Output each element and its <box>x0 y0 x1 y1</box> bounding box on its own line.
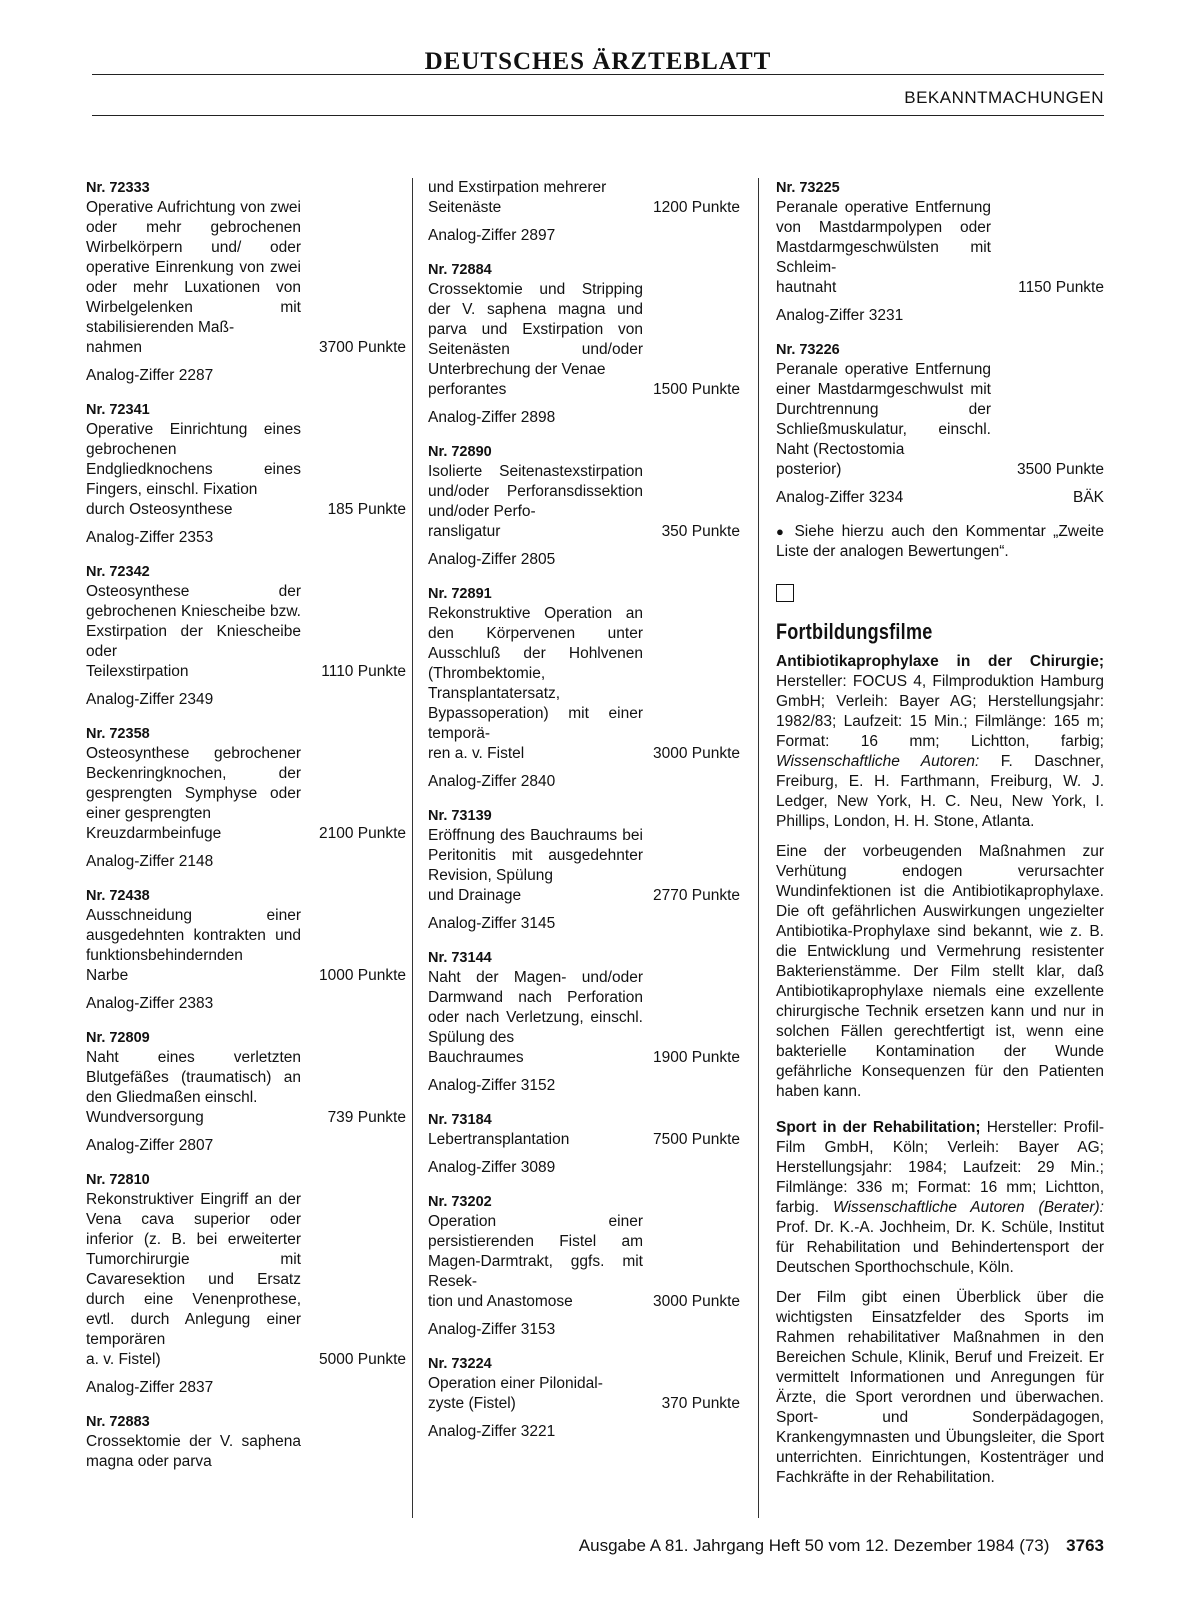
entry-points: 3000 Punkte <box>652 745 740 762</box>
entry-description-end: Bauchraumes <box>428 1049 524 1066</box>
film-title: Antibiotikaprophylaxe in der Chirurgie; <box>776 653 1104 670</box>
entry-description: Rekonstruktive Operation an den Körpervenen unter Ausschluß der Hohlvenen (Thrombektomie, Transplantatersatz, Bypassoperation) mit einer temporä- <box>428 605 643 742</box>
analog-number: Analog-Ziffer 2898 <box>428 409 556 426</box>
film-authors: F. Daschner, Freiburg, E. H. Farthmann, Freiburg, W. J. Ledger, New York, H. C. Neu, New York, I. Phillips, London, H. H. Stone, Atlanta. <box>776 753 1104 830</box>
column-3 <box>776 178 1104 1504</box>
entry-points: 1000 Punkte <box>318 967 406 984</box>
entry-description-end: ransligatur <box>428 523 501 540</box>
entry-number: Nr. 72358 <box>86 726 150 742</box>
entry-last-line <box>428 886 740 906</box>
analog-number: Analog-Ziffer 2807 <box>86 1137 214 1154</box>
issue-line: Ausgabe A 81. Jahrgang Heft 50 vom 12. Dezember 1984 (73) <box>578 1536 1050 1555</box>
film-authors: Prof. Dr. K.-A. Jochheim, Dr. K. Schüle, Institut für Rehabilitation und Behindertensport der Deutschen Sporthochschule, Köln. <box>776 1219 1104 1276</box>
tariff-entry <box>428 1354 740 1442</box>
tariff-entry <box>428 948 740 1096</box>
films-list <box>776 652 1104 1488</box>
film-details: Hersteller: Profil-Film GmbH, Köln; Verleih: Bayer AG; Herstellungsjahr: 1984; Laufzeit: 29 Min.; Filmlänge: 336 m; Format: 16 mm; Lichtton, farbig. <box>776 1119 1104 1216</box>
analog-number: Analog-Ziffer 2837 <box>86 1379 214 1396</box>
analog-number: Analog-Ziffer 3152 <box>428 1077 556 1094</box>
entry-description: Naht eines verletzten Blutgefäßes (traumatisch) an den Gliedmaßen einschl. <box>86 1049 301 1106</box>
end-square-icon <box>776 584 794 602</box>
entry-last-line <box>428 1048 740 1068</box>
analog-row <box>776 488 1104 508</box>
entry-description: Operation einer Pilonidal- <box>428 1375 603 1392</box>
tariff-entry <box>776 340 1104 508</box>
entry-number: Nr. 73202 <box>428 1194 492 1210</box>
commentary-note <box>776 522 1104 562</box>
entry-last-line <box>86 1350 406 1370</box>
film-title: Sport in der Rehabilitation; <box>776 1119 981 1136</box>
entry-number: Nr. 73139 <box>428 808 492 824</box>
entry-description-end: Seitenäste <box>428 199 502 216</box>
analog-number: Analog-Ziffer 2805 <box>428 551 556 568</box>
entry-points: 2770 Punkte <box>652 887 740 904</box>
page-number: 3763 <box>1066 1536 1104 1555</box>
entry-last-line <box>428 522 740 542</box>
entry-points: 1500 Punkte <box>652 381 740 398</box>
analog-row <box>428 914 740 934</box>
tariff-entry <box>86 178 406 386</box>
entry-points: 1200 Punkte <box>652 199 740 216</box>
analog-row <box>86 690 406 710</box>
film-details: Hersteller: FOCUS 4, Filmproduktion Hamburg GmbH; Verleih: Bayer AG; Herstellungsjahr: 1982/83; Laufzeit: 15 Min.; Filmlänge: 165 m; Format: 16 mm; Lichtton, farbig; <box>776 673 1104 750</box>
entry-description-end: tion und Anastomose <box>428 1293 573 1310</box>
entry-last-line <box>428 1394 740 1414</box>
entry-description-end: posterior) <box>776 461 842 478</box>
entry-description: Peranale operative Entfernung einer Mastdarmgeschwulst mit Durchtrennung der Schließmuskulatur, einschl. Naht (Rectostomia <box>776 361 991 458</box>
tariff-entry <box>428 1110 740 1178</box>
tariff-entry <box>86 1412 406 1472</box>
entry-description: Osteosynthese der gebrochenen Kniescheibe bzw. Exstirpation der Kniescheibe oder <box>86 583 301 660</box>
entry-points: 3700 Punkte <box>318 339 406 356</box>
analog-row <box>428 1422 740 1442</box>
entry-points: 7500 Punkte <box>652 1131 740 1148</box>
entry-number: Nr. 72333 <box>86 180 150 196</box>
entry-points: 1150 Punkte <box>1018 279 1104 296</box>
tariff-entry <box>428 260 740 428</box>
analog-row <box>86 528 406 548</box>
entry-description-end: a. v. Fistel) <box>86 1351 161 1368</box>
entry-points: 1900 Punkte <box>652 1049 740 1066</box>
film-description: Eine der vorbeugenden Maßnahmen zur Verhütung endogen verursachter Wundinfektionen ist die Antibiotikaprophylaxe. Die oft gefährlichen Auswirkungen ungezielter Antibiotika-Prophylaxe sind bekannt, wie z. B. die Entwicklung und Vermehrung resistenter Bakterienstämme. Der Film stellt klar, daß Antibiotikaprophylaxe niemals eine exzellente chirurgische Technik ersetzen kann und nur in solchen Fällen gerechtfertigt ist, wenn eine bakterielle Kontamination der Wunde gefährliche Konsequenzen für den Patienten haben kann. <box>776 843 1104 1100</box>
tariff-entry <box>428 584 740 792</box>
entry-description: Rekonstruktiver Eingriff an der Vena cava superior oder inferior (z. B. bei erweiterter Tumorchirurgie mit Cavaresektion und Ersatz durch eine Venenprothese, evtl. durch Anlegung einer temporären <box>86 1191 301 1348</box>
entry-number: Nr. 73144 <box>428 950 492 966</box>
entry-last-line <box>86 1108 406 1128</box>
entry-last-line <box>86 966 406 986</box>
entry-description: Isolierte Seitenastexstirpation und/oder Perforansdissektion und/oder Perfo- <box>428 463 643 520</box>
entry-description: Osteosynthese gebrochener Beckenringknochen, der gesprengten Symphyse oder einer gesprengten <box>86 745 301 822</box>
entry-last-line <box>428 1130 740 1150</box>
masthead: DEUTSCHES ÄRZTEBLATT <box>424 48 772 75</box>
entry-last-line <box>428 1292 740 1312</box>
analog-number: Analog-Ziffer 3231 <box>776 307 904 324</box>
tariff-entry <box>86 886 406 1014</box>
tariff-entry <box>86 724 406 872</box>
entry-last-line <box>428 198 740 218</box>
column-3-entries <box>776 178 1104 508</box>
tariff-entry <box>428 806 740 934</box>
entry-description: Operation einer persistierenden Fistel am Magen-Darmtrakt, ggfs. mit Resek- <box>428 1213 643 1290</box>
entry-description-end: Narbe <box>86 967 129 984</box>
tariff-entry <box>428 1192 740 1340</box>
analog-number: Analog-Ziffer 2148 <box>86 853 214 870</box>
page-footer <box>579 1536 1104 1556</box>
analog-number: Analog-Ziffer 2349 <box>86 691 214 708</box>
entry-description-end: Wundversorgung <box>86 1109 204 1126</box>
entry-number: Nr. 73224 <box>428 1356 492 1372</box>
analog-number: Analog-Ziffer 2287 <box>86 367 214 384</box>
note-text: Siehe hierzu auch den Kommentar „Zweite Liste der analogen Bewertungen“. <box>776 523 1104 560</box>
film-info <box>776 1118 1104 1278</box>
entry-points: 3500 Punkte <box>1016 461 1104 478</box>
entry-points: 1110 Punkte <box>321 663 406 680</box>
analog-row <box>776 306 1104 326</box>
masthead-rule <box>92 74 1104 75</box>
analog-row <box>86 852 406 872</box>
entry-number: Nr. 72342 <box>86 564 150 580</box>
film-authors-label: Wissenschaftliche Autoren: <box>776 753 980 770</box>
entry-points: 3000 Punkte <box>652 1293 740 1310</box>
film-authors-label: Wissenschaftliche Autoren (Berater): <box>833 1199 1104 1216</box>
entry-description-end: und Drainage <box>428 887 522 904</box>
tariff-entry <box>428 178 740 246</box>
entry-description: Ausschneidung einer ausgedehnten kontrakten und funktionsbehindernden <box>86 907 301 964</box>
entry-points: 370 Punkte <box>661 1395 740 1412</box>
tariff-entry <box>86 1028 406 1156</box>
entry-last-line <box>428 744 740 764</box>
analog-row <box>428 1320 740 1340</box>
column-divider-2 <box>758 178 759 1518</box>
tariff-entry <box>86 1170 406 1398</box>
entry-number: Nr. 72341 <box>86 402 150 418</box>
analog-row <box>86 366 406 386</box>
entry-number: Nr. 72438 <box>86 888 150 904</box>
bullet-icon: ● <box>776 524 787 539</box>
section-rule <box>92 115 1104 116</box>
tariff-entry <box>86 562 406 710</box>
analog-row <box>86 1378 406 1398</box>
column-divider-1 <box>412 178 413 1518</box>
analog-number: Analog-Ziffer 2840 <box>428 773 556 790</box>
analog-row <box>428 550 740 570</box>
entry-description-end: ren a. v. Fistel <box>428 745 525 762</box>
entry-description: Crossektomie der V. saphena magna oder parva <box>86 1433 301 1470</box>
entry-points: 350 Punkte <box>661 523 740 540</box>
entry-description-end: perforantes <box>428 381 507 398</box>
entry-description: Peranale operative Entfernung von Mastdarmpolypen oder Mastdarmgeschwülsten mit Schleim- <box>776 199 991 276</box>
entry-number: Nr. 73225 <box>776 180 840 196</box>
entry-number: Nr. 72883 <box>86 1414 150 1430</box>
entry-points: 5000 Punkte <box>318 1351 406 1368</box>
entry-description: Operative Einrichtung eines gebrochenen Endgliedknochens eines Fingers, einschl. Fixation <box>86 421 301 498</box>
analog-number: Analog-Ziffer 2383 <box>86 995 214 1012</box>
analog-row <box>428 226 740 246</box>
analog-row <box>428 1076 740 1096</box>
entry-last-line <box>776 278 1104 298</box>
entry-description-end: hautnaht <box>776 279 837 296</box>
entry-description: Naht der Magen- und/oder Darmwand nach Perforation oder nach Verletzung, einschl. Spülung des <box>428 969 643 1046</box>
analog-row <box>86 1136 406 1156</box>
analog-row <box>428 408 740 428</box>
analog-row <box>428 1158 740 1178</box>
entry-description: Operative Aufrichtung von zwei oder mehr gebrochenen Wirbelkörpern und/ oder operative Einrenkung von zwei oder mehr Luxationen von Wirbelgelenken mit stabilisierenden Maß- <box>86 199 301 336</box>
film-description: Der Film gibt einen Überblick über die wichtigsten Einsatzfelder des Sports im Rahmen rehabilitativer Maßnahmen in den Bereichen Schule, Klinik, Beruf und Freizeit. Er vermittelt Informationen und Anregungen für Ärzte, die Sport verordnen und überwachen. Sport- und Sonderpädagogen, Krankengymnasten und Übungsleiter, die Sport unterrichten. Einrichtungen, Kostenträger und Fachkräfte in der Rehabilitation. <box>776 1289 1104 1486</box>
entry-points: 739 Punkte <box>327 1109 406 1126</box>
entry-description-end: Lebertransplantation <box>428 1131 570 1148</box>
entry-description-end: zyste (Fistel) <box>428 1395 516 1412</box>
entry-description: und Exstirpation mehrerer <box>428 179 607 196</box>
analog-number: Analog-Ziffer 3234 <box>776 489 904 506</box>
entry-points: 185 Punkte <box>327 501 406 518</box>
entry-last-line <box>86 824 406 844</box>
entry-number: Nr. 73226 <box>776 342 840 358</box>
analog-number: Analog-Ziffer 3221 <box>428 1423 556 1440</box>
entry-points: 2100 Punkte <box>318 825 406 842</box>
entry-description-end: nahmen <box>86 339 143 356</box>
signature-abbrev: BÄK <box>1072 489 1104 506</box>
tariff-entry <box>428 442 740 570</box>
analog-row <box>428 772 740 792</box>
entry-number: Nr. 72891 <box>428 586 492 602</box>
films-heading: Fortbildungsfilme <box>776 619 933 644</box>
analog-number: Analog-Ziffer 3153 <box>428 1321 556 1338</box>
entry-description-end: durch Osteosynthese <box>86 501 233 518</box>
entry-description-end: Teilexstirpation <box>86 663 189 680</box>
entry-last-line <box>776 460 1104 480</box>
tariff-entry <box>776 178 1104 326</box>
entry-number: Nr. 73184 <box>428 1112 492 1128</box>
analog-number: Analog-Ziffer 3089 <box>428 1159 556 1176</box>
entry-number: Nr. 72809 <box>86 1030 150 1046</box>
column-2 <box>428 178 740 1456</box>
analog-number: Analog-Ziffer 2897 <box>428 227 556 244</box>
analog-number: Analog-Ziffer 2353 <box>86 529 214 546</box>
entry-number: Nr. 72890 <box>428 444 492 460</box>
entry-number: Nr. 72884 <box>428 262 492 278</box>
analog-row <box>86 994 406 1014</box>
entry-last-line <box>86 662 406 682</box>
section-heading: BEKANNTMACHUNGEN <box>904 88 1104 107</box>
entry-last-line <box>428 380 740 400</box>
column-1 <box>86 178 406 1486</box>
entry-number: Nr. 72810 <box>86 1172 150 1188</box>
entry-last-line <box>86 338 406 358</box>
entry-description: Eröffnung des Bauchraums bei Peritonitis mit ausgedehnter Revision, Spülung <box>428 827 643 884</box>
film-info <box>776 652 1104 832</box>
entry-last-line <box>86 500 406 520</box>
entry-description-end: Kreuzdarmbeinfuge <box>86 825 222 842</box>
tariff-entry <box>86 400 406 548</box>
analog-number: Analog-Ziffer 3145 <box>428 915 556 932</box>
entry-description: Crossektomie und Stripping der V. saphena magna und parva und Exstirpation von Seitenästen und/oder Unterbrechung der Venae <box>428 281 643 378</box>
